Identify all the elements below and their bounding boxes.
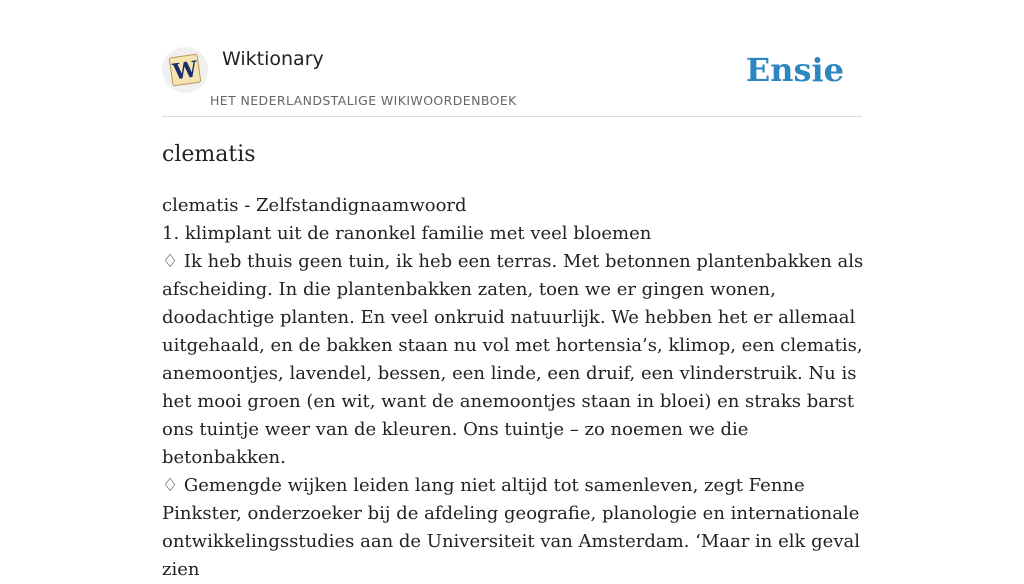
wiktionary-logo-icon[interactable]	[162, 47, 208, 93]
page-title: clematis	[162, 142, 256, 167]
site-name[interactable]: Wiktionary	[222, 48, 324, 70]
example-sentence: ♢ Ik heb thuis geen tuin, ik heb een terras. Met betonnen plantenbakken als afscheiding. In die plantenbakken zaten, toen we er gingen wonen, doodachtige planten. En veel onkruid natuurlijk. We hebben het er allemaal uitgehaald, en de bakken staan nu vol met hortensia’s, klimop, een clematis, anemoontjes, lavendel, bessen, een linde, een druif, een vlinderstruik. Nu is het mooi groen (en wit, want de anemoontjes staan in bloei) en straks barst ons tuintje weer van de kleuren. Ons tuintje – zo noemen we die betonbakken.	[162, 251, 864, 468]
example-sentence: ♢ Gemengde wijken leiden lang niet altijd tot samenleven, zegt Fenne Pinkster, onderzoeker bij de afdeling geografie, planologie en internationale ontwikkelingsstudies aan de Universiteit van Amsterdam. ‘Maar in elk geval zien	[162, 475, 860, 580]
entry-definition: 1. klimplant uit de ranonkel familie met veel bloemen	[162, 223, 652, 244]
site-header	[162, 0, 862, 117]
site-tagline: HET NEDERLANDSTALIGE WIKIWOORDENBOEK	[210, 93, 517, 108]
logo-letter: W	[171, 56, 200, 86]
entry-content	[162, 192, 868, 584]
ensie-brand-logo[interactable]: Ensie	[745, 51, 844, 89]
entry-heading: clematis - Zelfstandignaamwoord	[162, 195, 467, 216]
logo-tile-icon	[168, 53, 202, 87]
